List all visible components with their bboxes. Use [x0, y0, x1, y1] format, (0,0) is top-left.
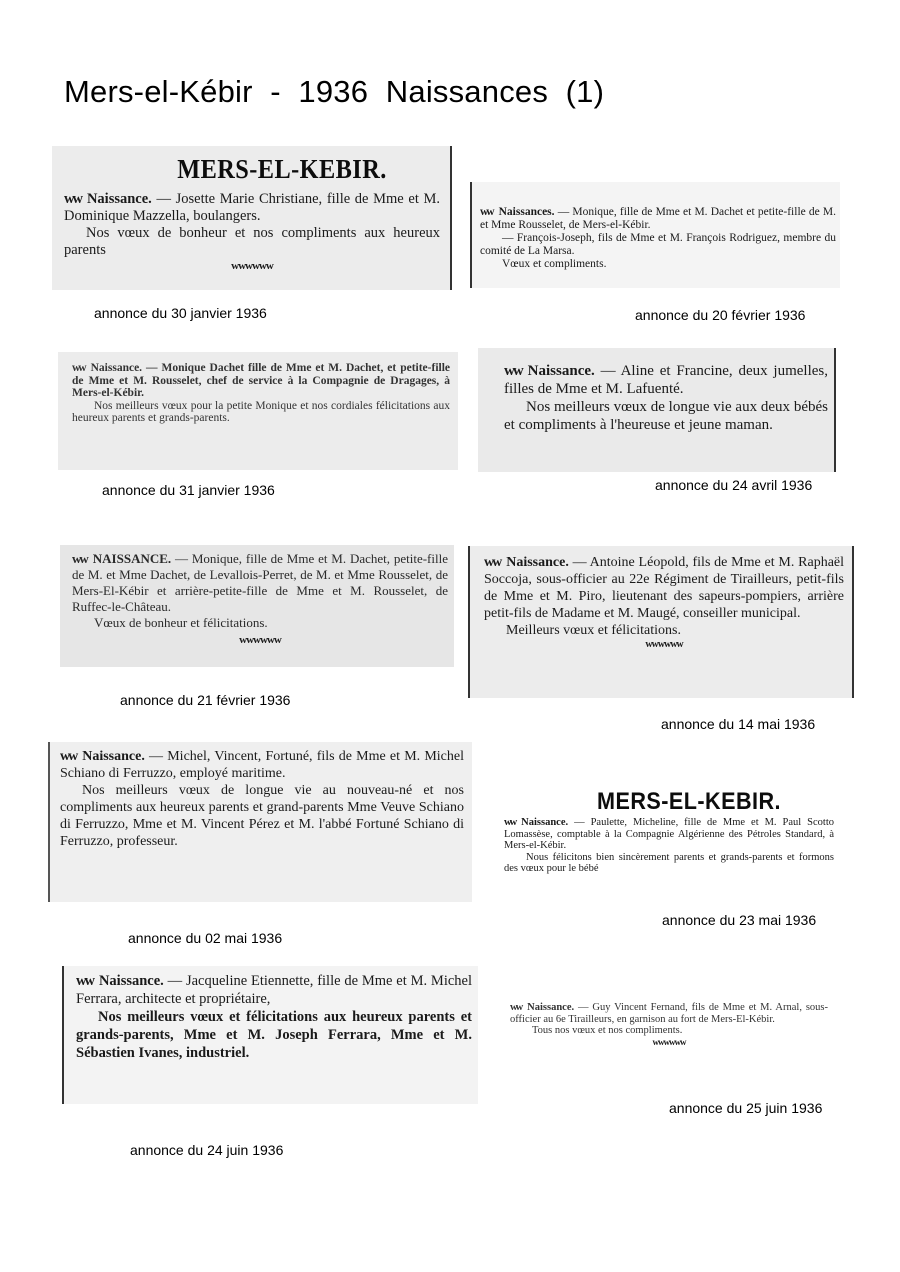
- clipping-text-2: Nous félicitons bien sincèrement parents et grands-parents et formons des vœux pour le bébé: [504, 851, 834, 874]
- caption-24-juin: annonce du 24 juin 1936: [130, 1142, 284, 1158]
- clipping-keyword: Naissance.: [521, 817, 569, 828]
- clipping-text: — Josette Marie Christiane, fille de Mme et M. Dominique Mazzella, boulangers.: [64, 191, 441, 224]
- clipping-25-juin: [502, 998, 832, 1068]
- ornament: wwwwww: [231, 260, 273, 272]
- clipping-text: — Jacqueline Etiennette, fille de Mme et M. Michel Ferrara, architecte et propriétaire,: [76, 973, 473, 1007]
- clipping-text-3: Vœux et compliments.: [502, 258, 607, 270]
- clipping-text: — Aline et Francine, deux jumelles, filles de Mme et M. Lafuenté.: [504, 363, 829, 397]
- clipping-keyword: Naissance.: [82, 749, 145, 764]
- clipping-23-mai: [496, 784, 840, 888]
- clipping-text-2: Vœux de bonheur et félicitations.: [94, 615, 268, 630]
- clipping-header: MERS-EL-KEBIR.: [177, 154, 387, 184]
- clipping-keyword: Naissance.: [527, 363, 595, 379]
- caption-25-juin: annonce du 25 juin 1936: [669, 1100, 823, 1116]
- clipping-14-mai: [468, 546, 854, 698]
- clipping-text-2: Nos meilleurs vœux de longue vie aux deux bébés et compliments à l'heureuse et jeune maman.: [504, 399, 828, 433]
- ornament-mark: ww: [480, 206, 493, 218]
- clipping-keyword: Naissance.: [90, 362, 143, 374]
- ornament-mark: ww: [72, 551, 87, 566]
- caption-21-fevrier: annonce du 21 février 1936: [120, 692, 291, 708]
- ornament-mark: ww: [504, 363, 522, 379]
- ornament-mark: ww: [510, 1002, 522, 1013]
- clipping-text: — Monique Dachet fille de Mme et M. Dachet, et petite-fille de Mme et M. Rousselet, chef de service à la Compagnie de Dragages, à Mers-el-Kébir.: [72, 362, 451, 399]
- clipping-keyword: Naissance.: [527, 1002, 575, 1013]
- caption-30-janvier: annonce du 30 janvier 1936: [94, 305, 267, 321]
- clipping-text-2: — François-Joseph, fils de Mme et M. François Rodriguez, membre du comité de La Marsa.: [480, 232, 836, 257]
- ornament-mark: ww: [504, 817, 516, 828]
- ornament-mark: ww: [72, 362, 85, 374]
- caption-02-mai: annonce du 02 mai 1936: [128, 930, 283, 946]
- clipping-header-2: MERS-EL-KEBIR.: [597, 788, 781, 815]
- caption-31-janvier: annonce du 31 janvier 1936: [102, 482, 275, 498]
- clipping-text: — Antoine Léopold, fils de Mme et M. Raphaël Soccoja, sous-officier au 22e Régiment de Tirailleurs, petit-fils de Mme et M. Piro, lieutenant des sapeurs-pompiers, arrière petit-fils de Madame et M. Maugé, conseiller municipal.: [484, 555, 845, 621]
- clipping-text-2: Tous nos vœux et nos compliments.: [532, 1025, 683, 1036]
- clipping-31-janvier: [58, 352, 458, 470]
- clipping-keyword: NAISSANCE.: [92, 551, 172, 566]
- clipping-text: — Monique, fille de Mme et M. Dachet et petite-fille de M. et Mme Rousselet, de Mers-el-Kébir.: [480, 206, 837, 231]
- caption-23-mai: annonce du 23 mai 1936: [662, 912, 817, 928]
- clipping-text: — Paulette, Micheline, fille de Mme et M. Paul Scotto Lomassèse, comptable à la Compagnie Algérienne des Pétroles Standard, à Mers-el-Kébir.: [504, 817, 834, 851]
- caption-24-avril: annonce du 24 avril 1936: [655, 477, 813, 493]
- ornament-mark: ww: [76, 973, 93, 989]
- clipping-keyword: Naissance.: [86, 191, 152, 207]
- ornament: wwwwww: [645, 639, 683, 650]
- clipping-keyword: Naissance.: [506, 555, 569, 570]
- clipping-21-fevrier: [60, 545, 454, 667]
- clipping-20-fevrier: [470, 182, 840, 288]
- clipping-text-2: Nos meilleurs vœux pour la petite Monique et nos cordiales félicitations aux heureux parents et grands-parents.: [72, 399, 450, 424]
- clipping-text-2: Nos meilleurs vœux et félicitations aux heureux parents et grands-parents, Mme et M. Joseph Ferrara, Mme et M. Sébastien Ivanes, industriel.: [76, 1009, 472, 1061]
- clipping-text: — Monique, fille de Mme et M. Dachet, petite-fille de M. et Mme Dachet, de Levallois-Perret, de M. et Mme Rousselet, de Mers-El-Kébir et arrière-petite-fille de Mme et M. Rousselet, de Ruffec-le-Château.: [72, 551, 448, 614]
- caption-14-mai: annonce du 14 mai 1936: [661, 716, 816, 732]
- ornament-mark: ww: [60, 749, 77, 764]
- page-title: Mers-el-Kébir - 1936 Naissances (1): [64, 74, 605, 109]
- clipping-text-2: Meilleurs vœux et félicitations.: [506, 623, 681, 638]
- clipping-keyword: Naissances.: [498, 206, 555, 218]
- clipping-text-2: Nos vœux de bonheur et nos compliments aux heureux parents: [64, 225, 440, 258]
- ornament: wwwwww: [652, 1036, 686, 1047]
- clipping-24-juin: [62, 966, 478, 1104]
- clipping-text: — Guy Vincent Fernand, fils de Mme et M. Arnal, sous-officier au 6e Tirailleurs, en garnison au fort de Mers-El-Kébir.: [510, 1002, 829, 1025]
- clipping-text-2: Nos meilleurs vœux de longue vie au nouveau-né et nos compliments aux heureux parents et grand-parents Mme Veuve Schiano di Ferruzzo, Mme et M. Vincent Pérez et M. l'abbé Fortuné Schiano di Ferruzzo, professeur.: [60, 783, 464, 849]
- ornament: wwwwww: [239, 634, 281, 646]
- clipping-02-mai: [48, 742, 472, 902]
- clipping-24-avril: [478, 348, 836, 472]
- ornament-mark: ww: [484, 555, 501, 570]
- ornament-mark: ww: [64, 191, 81, 207]
- caption-20-fevrier: annonce du 20 février 1936: [635, 307, 806, 323]
- clipping-30-janvier: [52, 146, 452, 290]
- clipping-keyword: Naissance.: [98, 973, 164, 989]
- clipping-text: — Michel, Vincent, Fortuné, fils de Mme et M. Michel Schiano di Ferruzzo, employé maritime.: [60, 749, 464, 781]
